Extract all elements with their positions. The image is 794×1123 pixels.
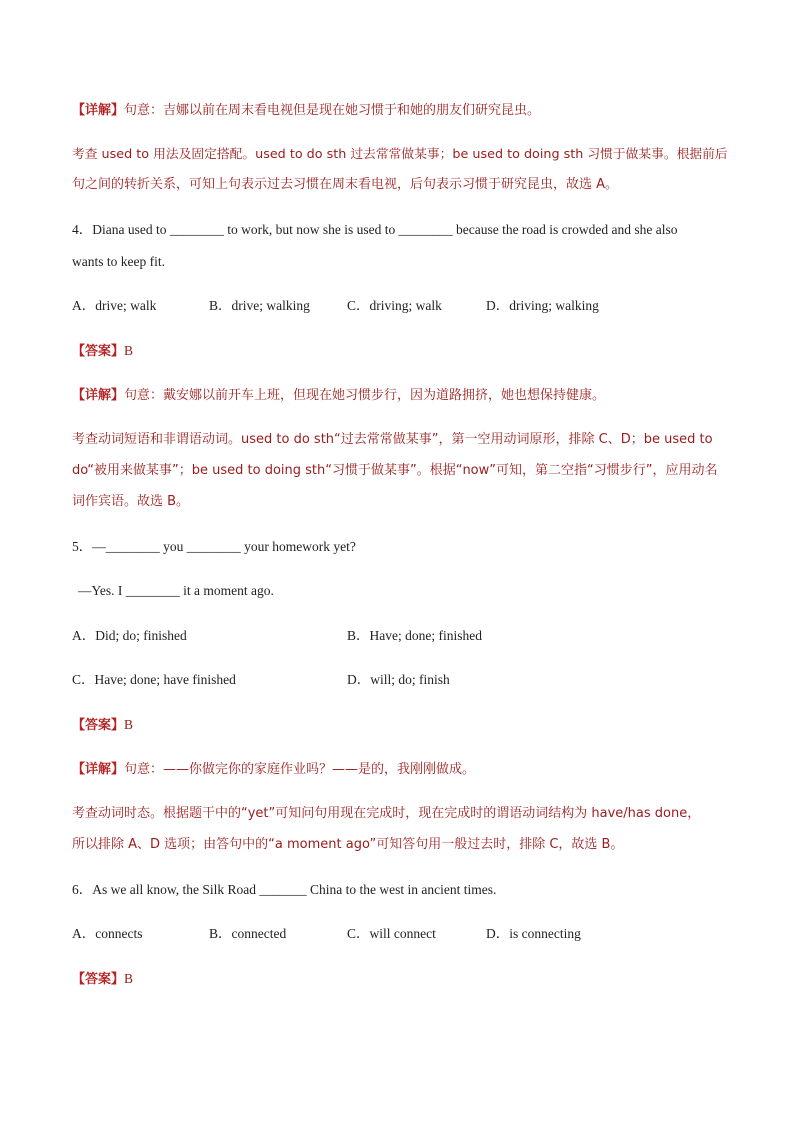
question-stem: —Yes. I ________ it a moment ago. bbox=[78, 583, 274, 598]
option-d: D．is connecting bbox=[486, 926, 581, 941]
detail-text: 句意：戴安娜以前开车上班，但现在她习惯步行，因为道路拥挤，她也想保持健康。 bbox=[124, 388, 606, 403]
option-d: D．will; do; finish bbox=[347, 672, 450, 687]
answer-value: B bbox=[124, 717, 134, 732]
answer-value: B bbox=[124, 343, 134, 358]
analysis-line: 所以排除 A、D 选项；由答句中的“a moment ago”可知答句用一般过去时，排除 C，故选 B。 bbox=[72, 837, 624, 852]
detail-row-q4 bbox=[72, 386, 605, 405]
question-stem: 5．—________ you ________ your homework yet? bbox=[72, 539, 356, 554]
option-a: A．Did; do; finished bbox=[72, 628, 187, 643]
option-c: C．Have; done; have finished bbox=[72, 672, 236, 687]
option-b: B．Have; done; finished bbox=[347, 628, 482, 643]
answer-label: 【答案】 bbox=[72, 718, 125, 733]
analysis-line: 考查动词短语和非谓语动词。used to do sth“过去常常做某事”，第一空用动词原形，排除 C、D；be used to bbox=[72, 432, 713, 447]
option-c: C．driving; walk bbox=[347, 298, 442, 313]
question-stem: wants to keep fit. bbox=[72, 254, 165, 269]
answer-label: 【答案】 bbox=[72, 344, 125, 359]
answer-row bbox=[72, 342, 133, 361]
option-b: B．connected bbox=[209, 926, 287, 941]
question-stem: 4．Diana used to ________ to work, but now she is used to ________ because the road is crowded and she also bbox=[72, 222, 678, 237]
analysis-line: 考查 used to 用法及固定搭配。used to do sth 过去常常做某事；be used to doing sth 习惯于做某事。根据前后 bbox=[72, 147, 728, 162]
detail-label: 【详解】 bbox=[72, 388, 125, 403]
option-c: C．will connect bbox=[347, 926, 436, 941]
analysis-line: 考查动词时态。根据题干中的“yet”可知问句用现在完成时，现在完成时的谓语动词结构为 have/has done， bbox=[72, 806, 701, 821]
answer-row bbox=[72, 970, 133, 989]
answer-label: 【答案】 bbox=[72, 972, 125, 987]
detail-text: 句意：——你做完你的家庭作业吗？——是的，我刚刚做成。 bbox=[124, 762, 476, 777]
analysis-line: 词作宾语。故选 B。 bbox=[72, 494, 190, 509]
detail-row-q5 bbox=[72, 760, 475, 779]
question-stem: 6．As we all know, the Silk Road _______ China to the west in ancient times. bbox=[72, 882, 497, 897]
option-a: A．connects bbox=[72, 926, 143, 941]
detail-text: 句意：吉娜以前在周末看电视但是现在她习惯于和她的朋友们研究昆虫。 bbox=[124, 103, 541, 118]
option-d: D．driving; walking bbox=[486, 298, 599, 313]
detail-row-q3 bbox=[72, 101, 540, 120]
detail-label: 【详解】 bbox=[72, 103, 125, 118]
option-b: B．drive; walking bbox=[209, 298, 310, 313]
option-a: A．drive; walk bbox=[72, 298, 157, 313]
analysis-line: 句之间的转折关系，可知上句表示过去习惯在周末看电视，后句表示习惯于研究昆虫，故选 A。 bbox=[72, 177, 619, 192]
detail-label: 【详解】 bbox=[72, 762, 125, 777]
answer-row bbox=[72, 716, 133, 735]
answer-value: B bbox=[124, 971, 134, 986]
analysis-line: do“被用来做某事”；be used to doing sth“习惯于做某事”。根据“now”可知，第二空指“习惯步行”，应用动名 bbox=[72, 463, 718, 478]
